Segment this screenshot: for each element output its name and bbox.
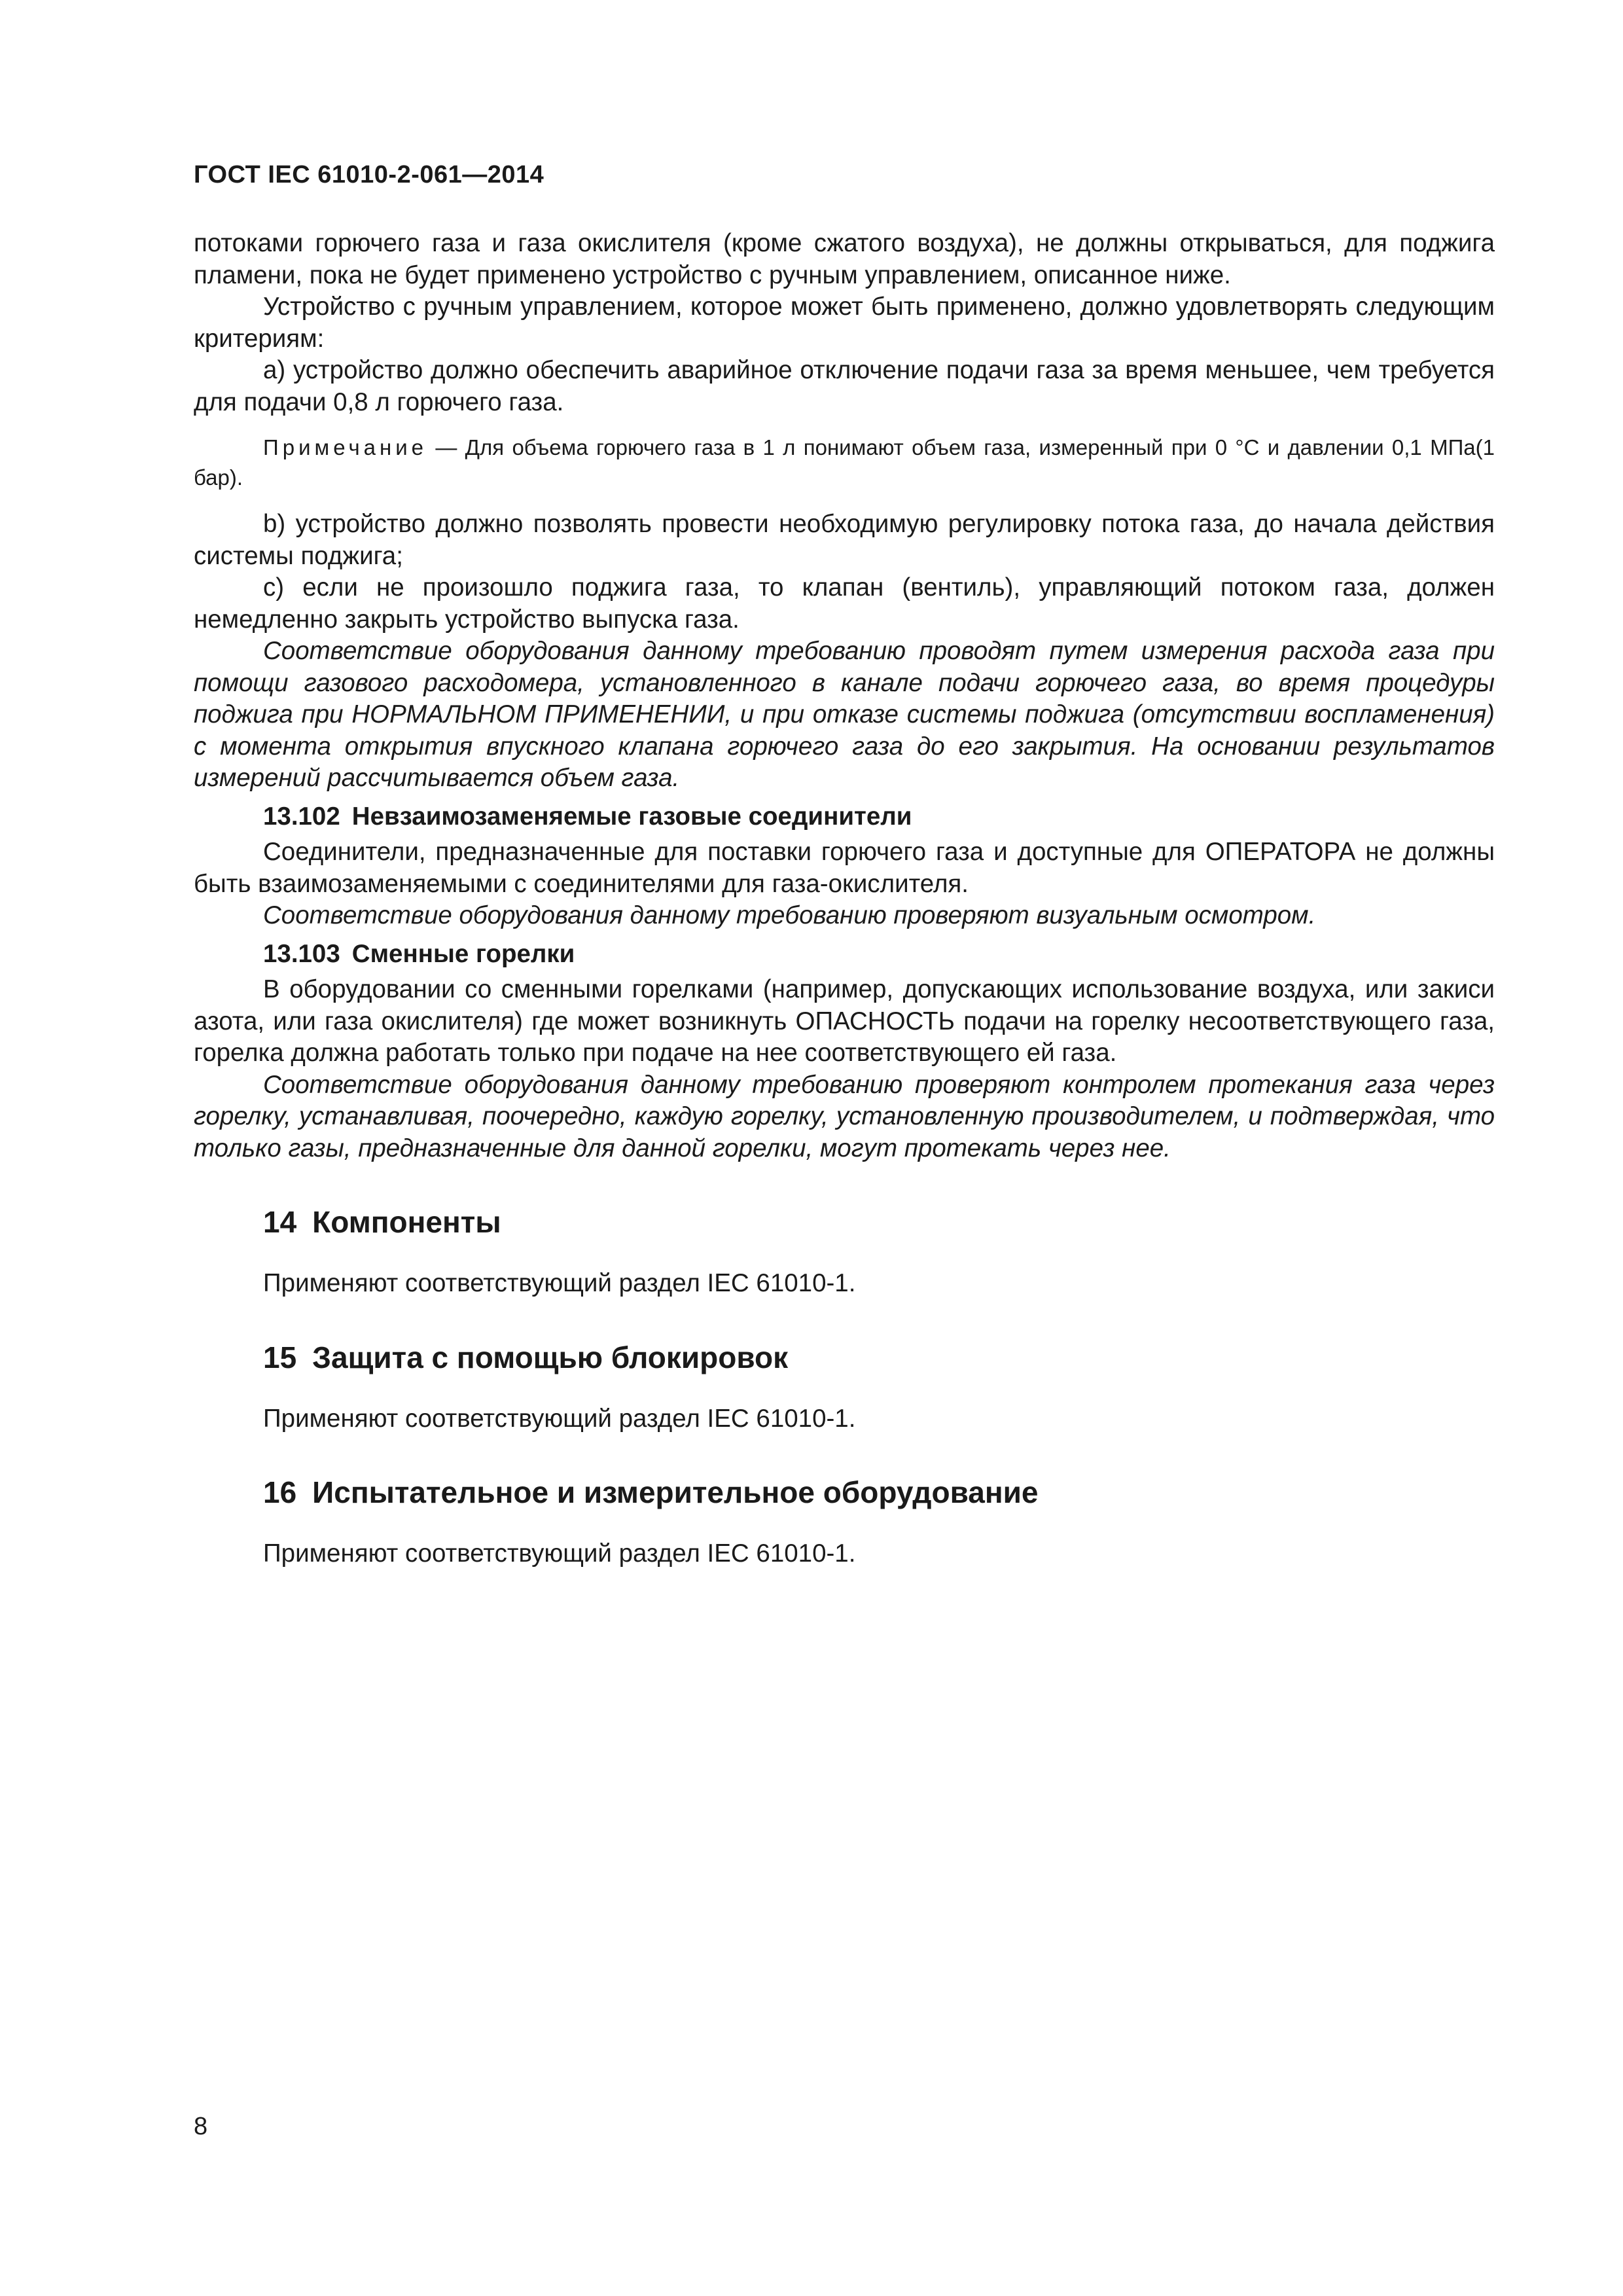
note-text: — Для объема горючего газа в 1 л понимают объем газа, измеренный при 0 °С и давлении 0,1 МПа(1 бар).: [194, 435, 1495, 490]
section-body-14: Применяют соответствующий раздел IEC 61010-1.: [263, 1269, 856, 1297]
subsection-number: 13.103: [263, 939, 340, 968]
section-title: Защита с помощью блокировок: [312, 1340, 789, 1374]
section-heading-15: [194, 1339, 1495, 1376]
section-number: 14: [263, 1205, 297, 1239]
paragraph-continuation: потоками горючего газа и газа окислителя (кроме сжатого воздуха), не должны открываться, для поджига пламени, пока не будет применено устройство с ручным управлением, описанное ниже.: [194, 229, 1495, 289]
section-heading-16: [194, 1474, 1495, 1511]
list-item-b: b) устройство должно позволять провести необходимую регулировку потока газа, до начала действия системы поджига;: [194, 510, 1495, 570]
paragraph-criteria-intro: Устройство с ручным управлением, которое может быть применено, должно удовлетворять следующим критериям:: [194, 293, 1495, 353]
note: [194, 433, 1495, 493]
subsection-title: Сменные горелки: [351, 939, 575, 968]
section-number: 16: [263, 1475, 297, 1509]
document-header: ГОСТ IEC 61010-2-061—2014: [194, 161, 544, 188]
subsection-heading-13-102: [194, 801, 1495, 833]
paragraph-burners: В оборудовании со сменными горелками (например, допускающих использование воздуха, или закиси азота, или газа окислителя) где может возникнуть ОПАСНОСТЬ подачи на горелку несоответствующего газа, горелка должна работать только при подаче на нее соответствующего ей газа.: [194, 975, 1495, 1067]
section-body-15: Применяют соответствующий раздел IEC 61010-1.: [263, 1404, 856, 1433]
page-content: [194, 228, 1495, 1570]
section-number: 15: [263, 1340, 297, 1374]
section-title: Испытательное и измерительное оборудование: [312, 1475, 1039, 1509]
section-title: Компоненты: [312, 1205, 501, 1239]
subsection-number: 13.102: [263, 802, 340, 831]
list-item-a: а) устройство должно обеспечить аварийное отключение подачи газа за время меньшее, чем требуется для подачи 0,8 л горючего газа.: [194, 356, 1495, 416]
section-heading-14: [194, 1204, 1495, 1240]
compliance-paragraph-visual: Соответствие оборудования данному требованию проверяют визуальным осмотром.: [263, 901, 1316, 929]
subsection-title: Невзаимозаменяемые газовые соединители: [351, 802, 912, 831]
subsection-heading-13-103: [194, 939, 1495, 971]
page-number: 8: [194, 2113, 208, 2140]
section-body-16: Применяют соответствующий раздел IEC 61010-1.: [263, 1539, 856, 1568]
compliance-paragraph-gas-flow: Соответствие оборудования данному требованию проводят путем измерения расхода газа при помощи газового расходомера, установленного в канале подачи горючего газа, во время процедуры поджига при НОРМАЛЬНОМ ПРИМЕНЕНИИ, и при отказе системы поджига (отсутствии воспламенения) с момента открытия впускного клапана горючего газа до его закрытия. На основании результатов измерений рассчитывается объем газа.: [194, 637, 1495, 792]
list-item-c: с) если не произошло поджига газа, то клапан (вентиль), управляющий потоком газа, должен немедленно закрыть устройство выпуска газа.: [194, 573, 1495, 634]
compliance-paragraph-burners: Соответствие оборудования данному требованию проверяют контролем протекания газа через горелку, устанавливая, поочередно, каждую горелку, установленную производителем, и подтверждая, что только газы, предназначенные для данной горелки, могут протекать через нее.: [194, 1070, 1495, 1162]
note-label: Примечание: [263, 435, 428, 459]
paragraph-connectors: Соединители, предназначенные для поставки горючего газа и доступные для ОПЕРАТОРА не должны быть взаимозаменяемыми с соединителями для газа-окислителя.: [194, 838, 1495, 898]
